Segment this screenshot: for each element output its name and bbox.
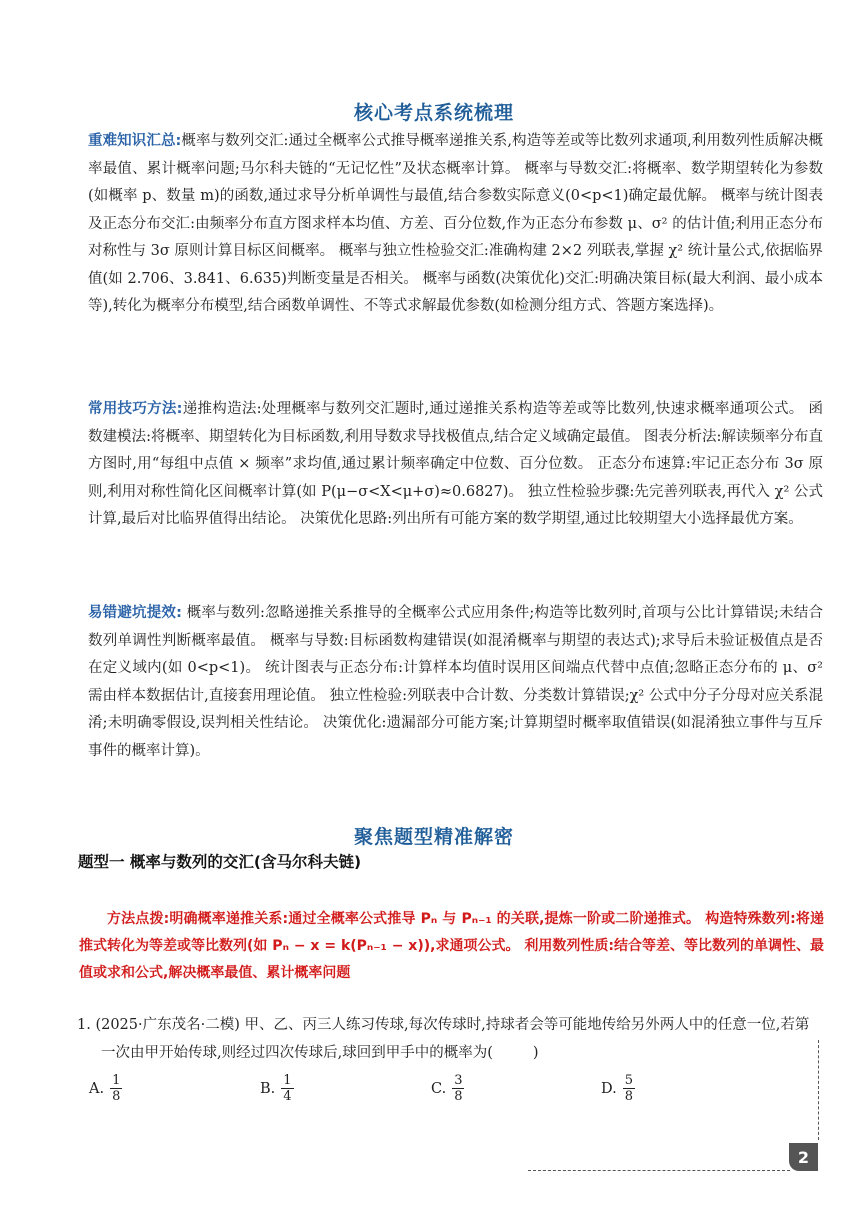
answer-options xyxy=(89,1073,819,1113)
option-label: A. xyxy=(89,1080,105,1097)
question-type-heading: 题型一 概率与数列的交汇(含马尔科夫链) xyxy=(78,853,362,871)
pitfalls-label: 易错避坑提效: xyxy=(88,605,182,621)
answer-paren-open: ( xyxy=(487,1045,493,1061)
option-fraction xyxy=(110,1073,122,1104)
option-fraction xyxy=(452,1073,464,1104)
option-label: C. xyxy=(431,1080,447,1097)
option-a[interactable] xyxy=(89,1073,122,1104)
knowledge-summary-paragraph xyxy=(88,128,823,321)
knowledge-summary-text: 概率与数列交汇:通过全概率公式推导概率递推关系,构造等差或等比数列求通项,利用数列性质解决概率最值、累计概率问题;马尔科夫链的“无记忆性”及状态概率计算。 概率与导数交汇:将概率、数学期望转化为参数(如概率 p、数量 m)的函数,通过求导分析单调性与最值,结合参数实际意义(0<p<1)确定最优解。 概率与统计图表及正态分布交汇:由频率分布直方图求样本均值、方差、百分位数,作为正态分布参数 μ、σ² 的估计值;利用正态分布对称性与 3σ 原则计算目标区间概率。 概率与独立性检验交汇:准确构建 2×2 列联表,掌握 χ² 统计量公式,依据临界值(如 2.706、3.841、6.635)判断变量是否相关。 概率与函数(决策优化)交汇:明确决策目标(最大利润、最小成本等),转化为概率分布模型,结合函数单调性、不等式求解最优参数(如检测分组方式、答题方案选择)。 xyxy=(88,133,823,314)
option-fraction xyxy=(623,1073,635,1104)
option-b[interactable] xyxy=(260,1073,294,1104)
dashed-border-horizontal xyxy=(528,1170,790,1171)
option-d[interactable] xyxy=(601,1073,635,1104)
knowledge-summary-label: 重难知识汇总: xyxy=(88,133,182,149)
fraction-numerator: 1 xyxy=(112,1073,121,1088)
section-title-focus: 聚焦题型精准解密 xyxy=(353,826,514,848)
option-label: D. xyxy=(601,1080,617,1097)
fraction-numerator: 1 xyxy=(283,1073,292,1088)
fraction-denominator: 4 xyxy=(283,1089,292,1104)
methods-text: 递推构造法:处理概率与数列交汇题时,通过递推关系构造等差或等比数列,快速求概率通项公式。 函数建模法:将概率、期望转化为目标函数,利用导数求导找极值点,结合定义域确定最值。 图表分析法:解读频率分布直方图时,用“每组中点值 × 频率”求均值,通过累计频率确定中位数、百分位数。 正态分布速算:牢记正态分布 3σ 原则,利用对称性简化区间概率计算(如 P(μ−σ<X<μ+σ)≈0.6827)。 独立性检验步骤:先完善列联表,再代入 χ² 公式计算,最后对比临界值得出结论。 决策优化思路:列出所有可能方案的数学期望,通过比较期望大小选择最优方案。 xyxy=(88,401,823,527)
question-1 xyxy=(77,1011,815,1067)
option-label: B. xyxy=(260,1080,276,1097)
answer-paren-close: ) xyxy=(532,1045,539,1061)
question-number: 1. xyxy=(77,1017,91,1033)
option-fraction xyxy=(281,1073,293,1104)
fraction-denominator: 8 xyxy=(624,1089,633,1104)
dashed-border-vertical xyxy=(818,1040,819,1140)
question-source: (2025·广东茂名·二模) xyxy=(95,1017,240,1033)
option-c[interactable] xyxy=(431,1073,464,1104)
section-title-core: 核心考点系统梳理 xyxy=(353,102,514,124)
pitfalls-paragraph xyxy=(88,600,823,765)
pitfalls-text: 概率与数列:忽略递推关系推导的全概率公式应用条件;构造等比数列时,首项与公比计算错误;未结合数列单调性判断概率最值。 概率与导数:目标函数构建错误(如混淆概率与期望的表达式);求导后未验证极值点是否在定义域内(如 0<p<1)。 统计图表与正态分布:计算样本均值时误用区间端点代替中点值;忽略正态分布的 μ、σ² 需由样本数据估计,直接套用理论值。 独立性检验:列联表中合计数、分类数计算错误;χ² 公式中分子分母对应关系混淆;未明确零假设,误判相关性结论。 决策优化:遗漏部分可能方案;计算期望时概率取值错误(如混淆独立事件与互斥事件的概率计算)。 xyxy=(88,605,823,759)
methods-paragraph xyxy=(88,396,823,534)
fraction-denominator: 8 xyxy=(454,1089,463,1104)
fraction-numerator: 3 xyxy=(454,1073,463,1088)
fraction-numerator: 5 xyxy=(624,1073,633,1088)
page-number-badge: 2 xyxy=(789,1143,818,1171)
method-tip: 方法点拨:明确概率递推关系:通过全概率公式推导 Pₙ 与 Pₙ₋₁ 的关联,提炼一阶或二阶递推式。 构造特殊数列:将递推式转化为等差或等比数列(如 Pₙ − x = k(Pₙ₋₁ − x)),求通项公式。 利用数列性质:结合等差、等比数列的单调性、最值或求和公式,解决概率最值、累计概率问题 xyxy=(79,911,824,981)
fraction-denominator: 8 xyxy=(112,1089,121,1104)
methods-label: 常用技巧方法: xyxy=(88,401,183,417)
question-text: 甲、乙、丙三人练习传球,每次传球时,持球者会等可能地传给另外两人中的任意一位,若第一次由甲开始传球,则经过四次传球后,球回到甲手中的概率为 xyxy=(101,1017,810,1061)
